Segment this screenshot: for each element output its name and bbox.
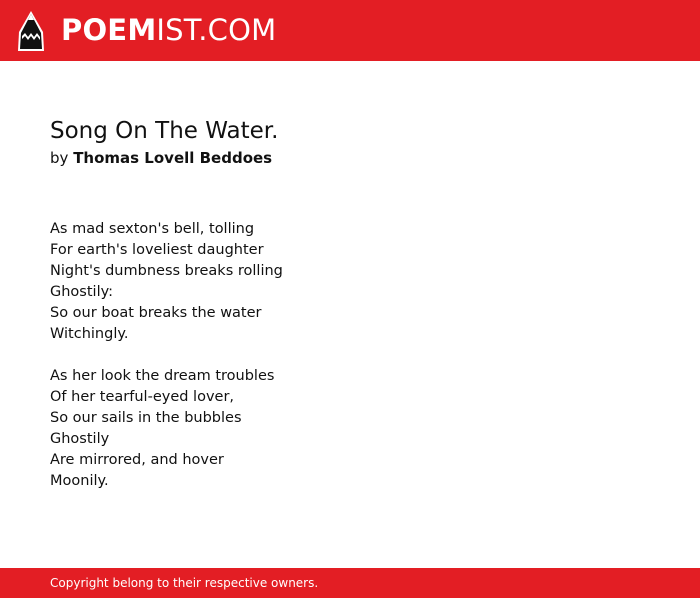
- poem-line: As mad sexton's bell, tolling: [50, 221, 255, 237]
- site-footer: [0, 568, 700, 598]
- poem-line: So our boat breaks the water: [50, 305, 262, 321]
- poem-line: Night's dumbness breaks rolling: [50, 263, 283, 279]
- poem-line: For earth's loveliest daughter: [50, 242, 264, 258]
- byline-prefix: by: [50, 149, 69, 167]
- poem-line: Ghostily: [50, 431, 110, 447]
- site-header: [0, 0, 700, 61]
- poem-line: Witchingly.: [50, 326, 129, 342]
- site-logo-link[interactable]: [0, 0, 276, 61]
- stanza: [50, 219, 650, 345]
- logo-text-bold: POEM: [61, 13, 157, 47]
- pencil-tip-icon: [17, 10, 45, 52]
- stanza: [50, 366, 650, 492]
- copyright-text: Copyright belong to their respective owners.: [50, 576, 319, 590]
- poem-line: As her look the dream troubles: [50, 368, 275, 384]
- author-link[interactable]: Thomas Lovell Beddoes: [73, 149, 273, 167]
- poem-line: Ghostily:: [50, 284, 114, 300]
- site-logo-text: [61, 0, 276, 61]
- poem-line: Are mirrored, and hover: [50, 452, 224, 468]
- poem-title: Song On The Water.: [50, 118, 279, 144]
- poem-body: [50, 219, 650, 492]
- poem-line: Moonily.: [50, 473, 109, 489]
- poem-byline: [50, 147, 650, 169]
- poem-line: So our sails in the bubbles: [50, 410, 242, 426]
- logo-text-light: IST.COM: [156, 13, 277, 47]
- poem-content: [50, 116, 650, 513]
- poem-line: Of her tearful-eyed lover,: [50, 389, 235, 405]
